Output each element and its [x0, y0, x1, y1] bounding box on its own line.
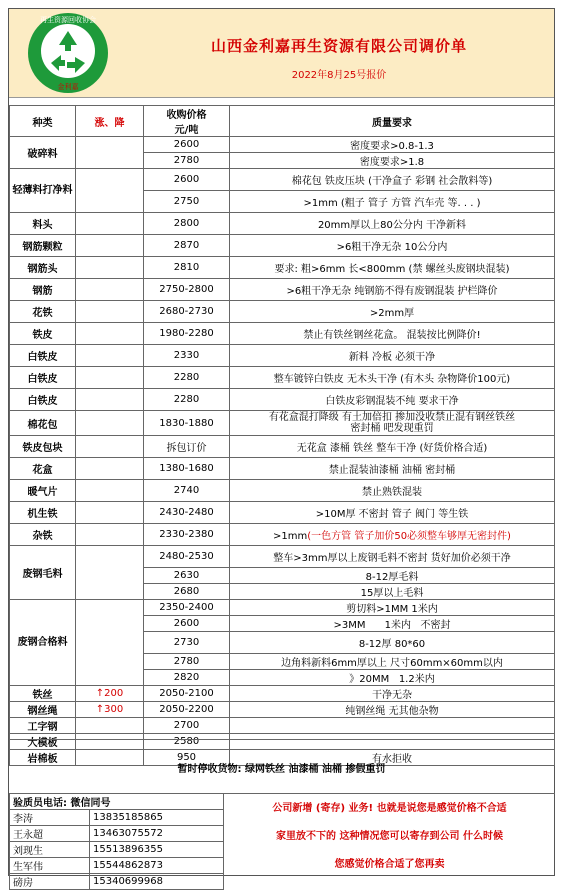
table-row — [10, 367, 555, 389]
quality-cell: >6粗干净无杂 纯钢筋不得有废钢混装 护栏降价 — [230, 279, 555, 301]
contact-name: 刘现生 — [10, 842, 90, 858]
change-cell — [76, 257, 144, 279]
quality-cell: >3MM 1米内 不密封 — [230, 616, 555, 632]
contact-row — [10, 826, 224, 842]
change-cell — [76, 480, 144, 502]
contacts-header-row — [10, 794, 224, 810]
price-cell: 2330-2380 — [144, 524, 230, 546]
change-cell — [76, 718, 144, 734]
change-cell: ↑200 — [76, 686, 144, 702]
table-row — [10, 389, 555, 411]
contact-row — [10, 858, 224, 874]
item-name: 铁皮包块 — [10, 436, 76, 458]
quality-cell: >1mm(一色方管 管子加价50必须整车够厚无密封件) — [230, 524, 555, 546]
price-cell: 2630 — [144, 568, 230, 584]
logo-top-text: 再生资源回收协会 — [40, 16, 96, 24]
inspector-contacts — [9, 793, 224, 890]
header-quality: 质量要求 — [230, 106, 555, 137]
price-cell: 2750-2800 — [144, 279, 230, 301]
change-cell — [76, 367, 144, 389]
recycle-logo — [25, 11, 111, 95]
header-type: 种类 — [10, 106, 76, 137]
item-name: 白铁皮 — [10, 345, 76, 367]
price-cell: 2800 — [144, 213, 230, 235]
price-cell: 2680-2730 — [144, 301, 230, 323]
table-row — [10, 279, 555, 301]
quality-cell: 8-12厚 80*60 — [230, 632, 555, 654]
stop-receiving-notice: 暂时停收货物: 绿网铁丝 油漆桶 油桶 掺假重罚 — [9, 739, 554, 794]
item-name: 轻薄料打净料 — [10, 169, 76, 213]
page-title: 山西金利嘉再生资源有限公司调价单 — [210, 37, 467, 55]
quality-cell: 无花盒 漆桶 铁丝 整车干净 (好货价格合适) — [230, 436, 555, 458]
quality-cell: 新料 冷板 必须干净 — [230, 345, 555, 367]
header-price: 收购价格 元/吨 — [144, 106, 230, 137]
item-name: 钢筋 — [10, 279, 76, 301]
price-cell: 2810 — [144, 257, 230, 279]
price-cell: 2750 — [144, 191, 230, 213]
price-cell: 2350-2400 — [144, 600, 230, 616]
item-name: 铁皮 — [10, 323, 76, 345]
price-cell: 2050-2200 — [144, 702, 230, 718]
contact-name: 王永超 — [10, 826, 90, 842]
quality-cell: 禁止有铁丝钢丝花盒。 混装按比例降价! — [230, 323, 555, 345]
price-cell: 2480-2530 — [144, 546, 230, 568]
table-row — [10, 718, 555, 734]
price-cell: 2600 — [144, 169, 230, 191]
change-cell — [76, 301, 144, 323]
contact-name: 磅房 — [10, 874, 90, 890]
quality-cell: >2mm厚 — [230, 301, 555, 323]
contact-phone: 13835185865 — [90, 810, 224, 826]
change-cell — [76, 436, 144, 458]
price-cell: 1980-2280 — [144, 323, 230, 345]
table-header-row — [10, 106, 555, 137]
contact-name: 生军伟 — [10, 858, 90, 874]
price-cell: 拆包订价 — [144, 436, 230, 458]
change-cell — [76, 546, 144, 600]
quality-cell: 纯钢丝绳 无其他杂物 — [230, 702, 555, 718]
quality-cell: 禁止混装油漆桶 油桶 密封桶 — [230, 458, 555, 480]
header-change: 涨、降 — [76, 106, 144, 137]
quality-cell: 8-12厚毛料 — [230, 568, 555, 584]
quality-cell: 整车镀锌白铁皮 无木头干净 (有木头 杂物降价100元) — [230, 367, 555, 389]
item-name: 杂铁 — [10, 524, 76, 546]
notice-line: 您感觉价格合适了您再卖 — [334, 859, 445, 870]
table-row — [10, 686, 555, 702]
quality-cell — [230, 718, 555, 734]
price-cell: 2820 — [144, 670, 230, 686]
item-name: 机生铁 — [10, 502, 76, 524]
change-cell — [76, 411, 144, 436]
contact-row — [10, 874, 224, 890]
table-row — [10, 235, 555, 257]
item-name: 白铁皮 — [10, 367, 76, 389]
price-cell: 2430-2480 — [144, 502, 230, 524]
price-cell: 1380-1680 — [144, 458, 230, 480]
contact-row — [10, 810, 224, 826]
quality-cell: 白铁皮彩钢混装不纯 要求干净 — [230, 389, 555, 411]
item-name: 钢筋颗粒 — [10, 235, 76, 257]
item-name: 破碎料 — [10, 137, 76, 169]
contact-phone: 15340699968 — [90, 874, 224, 890]
quality-cell: 密度要求>0.8-1.3 — [230, 137, 555, 153]
logo-bottom-text: 金利嘉 — [57, 83, 79, 91]
price-cell: 2280 — [144, 367, 230, 389]
price-cell: 950 — [144, 750, 230, 766]
notice-line: 公司新增 (寄存) 业务! 也就是说您是感觉价格不合适 — [272, 803, 507, 814]
change-cell: ↑300 — [76, 702, 144, 718]
quality-cell: 棉花包 铁皮压块 (干净盒子 彩钢 社会散料等) — [230, 169, 555, 191]
table-row — [10, 411, 555, 436]
item-name: 钢筋头 — [10, 257, 76, 279]
change-cell — [76, 524, 144, 546]
table-row — [10, 169, 555, 191]
price-cell: 2600 — [144, 616, 230, 632]
price-cell: 2780 — [144, 153, 230, 169]
table-row — [10, 301, 555, 323]
item-name: 钢丝绳 — [10, 702, 76, 718]
item-name: 岩棉板 — [10, 750, 76, 766]
quality-cell: >6粗干净无杂 10公分内 — [230, 235, 555, 257]
notice-line: 家里放不下的 这种情况您可以寄存到公司 什么时候 — [276, 831, 503, 842]
price-cell: 2600 — [144, 137, 230, 153]
quality-cell: 有水拒收 — [230, 750, 555, 766]
quality-cell: 剪切料>1MM 1米内 — [230, 600, 555, 616]
price-cell: 2680 — [144, 584, 230, 600]
table-row — [10, 257, 555, 279]
table-row — [10, 702, 555, 718]
price-cell: 2730 — [144, 632, 230, 654]
item-name: 废钢毛料 — [10, 546, 76, 600]
contact-phone: 15544862873 — [90, 858, 224, 874]
quality-cell: 有花盒混打降级 有土加倍扣 掺加没收禁止混有钢丝铁丝 密封桶 吧发现重罚 — [230, 411, 555, 436]
price-cell: 2050-2100 — [144, 686, 230, 702]
table-row — [10, 436, 555, 458]
contact-row — [10, 842, 224, 858]
item-name: 花铁 — [10, 301, 76, 323]
price-cell: 2740 — [144, 480, 230, 502]
price-cell: 2780 — [144, 654, 230, 670]
table-row — [10, 524, 555, 546]
quality-cell: 密度要求>1.8 — [230, 153, 555, 169]
table-row — [10, 213, 555, 235]
table-row — [10, 458, 555, 480]
change-cell — [76, 502, 144, 524]
table-row — [10, 546, 555, 568]
change-cell — [76, 345, 144, 367]
item-name: 废钢合格料 — [10, 600, 76, 686]
table-row — [10, 323, 555, 345]
price-cell: 2580 — [144, 734, 230, 750]
contacts-header: 验质员电话: 微信同号 — [10, 794, 224, 810]
change-cell — [76, 389, 144, 411]
quality-cell: 15厚以上毛料 — [230, 584, 555, 600]
quality-cell: >10M厚 不密封 管子 阀门 等生铁 — [230, 502, 555, 524]
price-cell: 2280 — [144, 389, 230, 411]
quality-cell: 》20MM 1.2米内 — [230, 670, 555, 686]
sheet-header — [9, 9, 554, 98]
contact-phone: 15513896355 — [90, 842, 224, 858]
quality-cell: 要求: 粗>6mm 长<800mm (禁 螺丝头废钢块混装) — [230, 257, 555, 279]
item-name: 铁丝 — [10, 686, 76, 702]
quality-cell: 禁止熟铁混装 — [230, 480, 555, 502]
price-cell: 2330 — [144, 345, 230, 367]
item-name: 料头 — [10, 213, 76, 235]
change-cell — [76, 323, 144, 345]
table-row — [10, 502, 555, 524]
contact-phone: 13463075572 — [90, 826, 224, 842]
change-cell — [76, 279, 144, 301]
change-cell — [76, 600, 144, 686]
change-cell — [76, 213, 144, 235]
contact-name: 李涛 — [10, 810, 90, 826]
price-table — [9, 105, 555, 766]
change-cell — [76, 235, 144, 257]
quality-cell: 干净无杂 — [230, 686, 555, 702]
price-cell: 2700 — [144, 718, 230, 734]
item-name: 白铁皮 — [10, 389, 76, 411]
quality-cell: 整车>3mm厚以上废钢毛料不密封 货好加价必须干净 — [230, 546, 555, 568]
table-row — [10, 600, 555, 616]
price-cell: 2870 — [144, 235, 230, 257]
item-name: 工字钢 — [10, 718, 76, 734]
report-date: 2022年8月25号报价 — [291, 70, 387, 81]
table-row — [10, 137, 555, 153]
change-cell — [76, 169, 144, 213]
quality-cell: >1mm (粗子 管子 方管 汽车壳 等. . . ) — [230, 191, 555, 213]
price-cell: 1830-1880 — [144, 411, 230, 436]
item-name: 大模板 — [10, 734, 76, 750]
item-name: 花盒 — [10, 458, 76, 480]
item-name: 棉花包 — [10, 411, 76, 436]
quality-cell: 边角料新料6mm厚以上 尺寸60mm×60mm以内 — [230, 654, 555, 670]
change-cell — [76, 137, 144, 169]
table-row — [10, 345, 555, 367]
table-row — [10, 480, 555, 502]
quality-cell: 20mm厚以上80公分内 干净新料 — [230, 213, 555, 235]
storage-service-notice — [223, 793, 555, 877]
item-name: 暖气片 — [10, 480, 76, 502]
change-cell — [76, 458, 144, 480]
price-sheet — [8, 8, 555, 889]
